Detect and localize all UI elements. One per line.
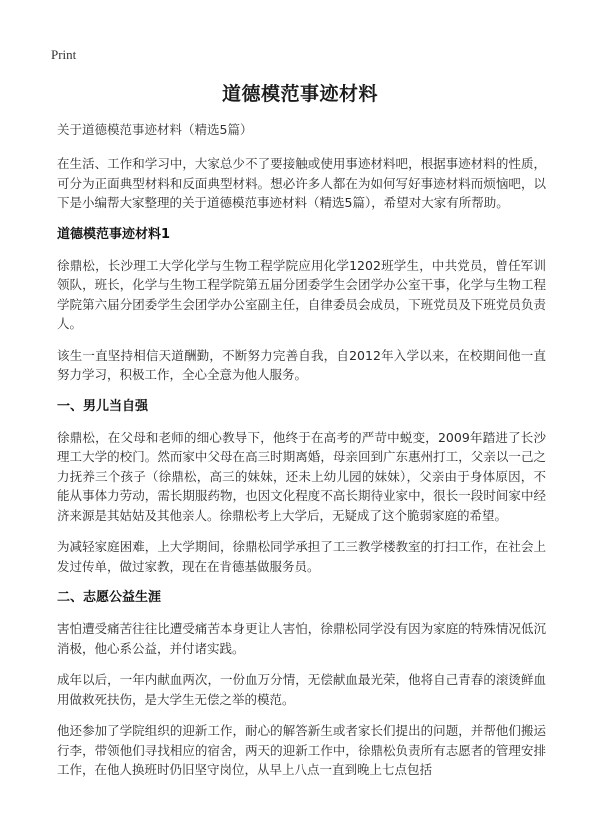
paragraph-family: 徐鼎松，在父母和老师的细心教导下，他终于在高考的严苛中蜕变，2009年踏进了长沙理工大学的校门。然而家中父母在高三时期离婚，母亲回到广东惠州打工，父亲以一己之力抚养三个孩子（徐鼎松，高三的妹妹，还未上幼儿园的妹妹），父亲由于身体原因，不能从事体力劳动，需长期服药物，也因文化程度不高长期待业家中，很长一段时间家中经济来源是其姑姑及其他亲人。徐鼎松考上大学后，无疑成了这个脆弱家庭的希望。 [57,429,546,523]
paragraph-diligence: 该生一直坚持相信天道酬勤，不断努力完善自我，自2012年入学以来，在校期间他一直努力学习，积极工作，全心全意为他人服务。 [57,347,546,382]
paragraph-blood-donation: 成年以后，一年内献血两次，一份血万分情，无偿献血最光荣，他将自己青春的滚烫鲜血用做救死扶伤，是大学生无偿之举的模范。 [57,672,546,707]
intro-paragraph: 在生活、工作和学习中，大家总少不了要接触或使用事迹材料吧，根据事迹材料的性质，可分为正面典型材料和反面典型材料。想必许多人都在为如何写好事迹材料而烦恼吧，以下是小编帮大家整理的关于道德模范事迹材料（精选5篇），希望对大家有所帮助。 [57,156,546,210]
heading-self-strength: 一、男儿当自强 [57,398,149,414]
document-title: 道德模范事迹材料 [221,83,378,105]
document-body [57,121,546,792]
paragraph-public-welfare: 害怕遭受痛苦往往比遭受痛苦本身更让人害怕，徐鼎松同学没有因为家庭的特殊情况低沉消极，他心系公益，并付诸实践。 [57,621,546,656]
print-label: Print [51,47,77,62]
paragraph-profile: 徐鼎松，长沙理工大学化学与生物工程学院应用化学1202班学生，中共党员，曾任军训领队，班长，化学与生物工程学院第五届分团委学生会团学办公室干事，化学与生物工程学院第六届分团委学生会团学办公室副主任，自律委员会成员，下班党员及下班党员负责人。 [57,257,546,331]
paragraph-work: 为减轻家庭困难，上大学期间，徐鼎松同学承担了工三教学楼教室的打扫工作，在社会上发过传单，做过家教，现在在肯德基做服务员。 [57,539,546,574]
document-subtitle: 关于道德模范事迹材料（精选5篇） [57,122,253,137]
paragraph-orientation: 他还参加了学院组织的迎新工作，耐心的解答新生或者家长们提出的问题，并帮他们搬运行李，带领他们寻找相应的宿舍，两天的迎新工作中，徐鼎松负责所有志愿者的管理安排工作，在他人换班时仍旧坚守岗位，从早上八点一直到晚上七点包括 [57,723,546,777]
section-title: 道德模范事迹材料1 [57,226,171,242]
heading-volunteer: 二、志愿公益生涯 [57,590,162,605]
